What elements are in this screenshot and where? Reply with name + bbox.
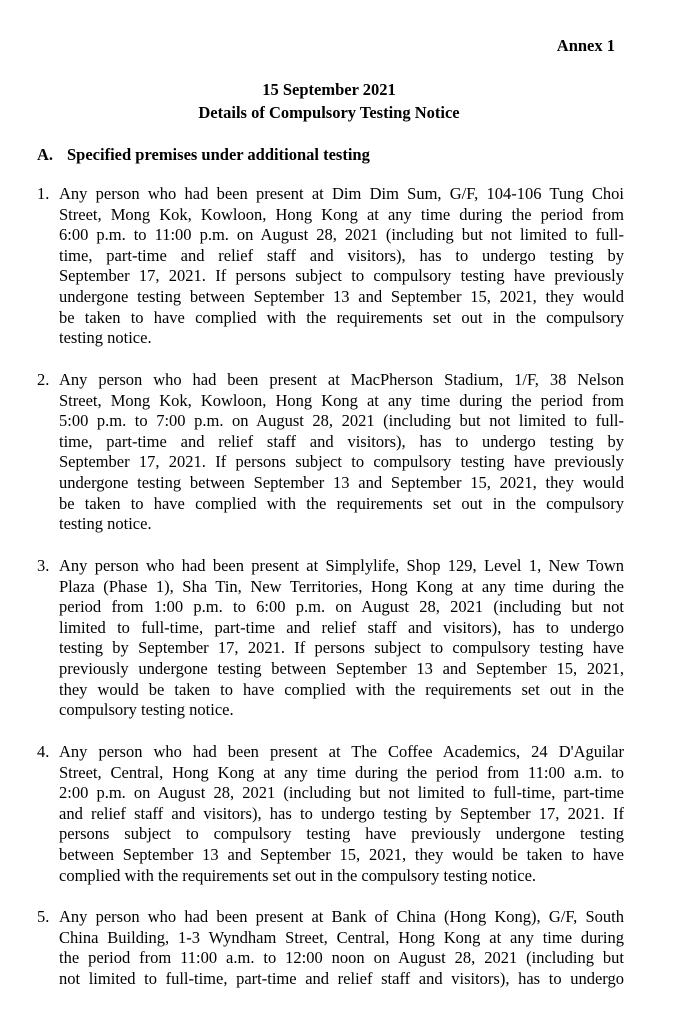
item-text [59,907,624,989]
item-line: 6:00 p.m. to 11:00 p.m. on August 28, 2021 (including but not limited to full- [59,225,624,245]
item-line: be taken to have complied with the requirements set out in the compulsory [59,493,624,513]
item-line: undergone testing between September 13 and September 15, 2021, they would [59,472,624,492]
item-line: Any person who had been present at Simplylife, Shop 129, Level 1, New Town [59,556,624,575]
item-line: they would be taken to have complied with the requirements set out in the [59,679,624,699]
item-text [59,556,624,721]
item-line: Any person who had been present at Dim Dim Sum, G/F, 104-106 Tung Choi [59,184,624,203]
list-item [37,370,624,535]
item-line: Street, Mong Kok, Kowloon, Hong Kong at any time during the period from [59,390,624,410]
item-number: 1. [37,184,50,203]
item-line: persons subject to compulsory testing have previously undergone testing [59,824,624,844]
item-line: compulsory testing notice. [59,700,234,720]
item-number: 4. [37,742,50,761]
item-line: and relief staff and visitors), has to undergo testing by September 17, 2021. If [59,803,624,823]
item-line: China Building, 1-3 Wyndham Street, Central, Hong Kong at any time during [59,927,624,947]
item-line: September 17, 2021. If persons subject to compulsory testing have previously [59,266,624,286]
list-item [37,742,624,886]
item-text [59,370,624,535]
item-line: Street, Central, Hong Kong at any time during the period from 11:00 a.m. to [59,762,624,782]
item-line: 5:00 p.m. to 7:00 p.m. on August 28, 2021 (including but not limited to full- [59,411,624,431]
item-number: 5. [37,907,50,926]
item-line: between September 13 and September 15, 2021, they would be taken to have [59,844,624,864]
item-line: undergone testing between September 13 and September 15, 2021, they would [59,286,624,306]
item-line: testing notice. [59,328,152,348]
item-line: period from 1:00 p.m. to 6:00 p.m. on August 28, 2021 (including but not [59,597,624,617]
item-text [59,742,624,886]
item-line: Any person who had been present at The Coffee Academics, 24 D'Aguilar [59,742,624,761]
item-line: be taken to have complied with the requirements set out in the compulsory [59,307,624,327]
item-line: limited to full-time, part-time and relief staff and visitors), has to undergo [59,617,624,637]
list-item [37,184,624,349]
list-item [37,556,624,721]
item-line: not limited to full-time, part-time and relief staff and visitors), has to undergo [59,968,624,988]
section-letter: A. [37,145,54,164]
item-line: 2:00 p.m. on August 28, 2021 (including but not limited to full-time, part-time [59,783,624,803]
section-heading-text: Specified premises under additional testing [67,145,370,164]
annex-label: Annex 1 [556,36,615,55]
item-line: complied with the requirements set out in the compulsory testing notice. [59,865,537,885]
item-number: 3. [37,556,50,575]
item-line: previously undergone testing between September 13 and September 15, 2021, [59,658,624,678]
document-title: Details of Compulsory Testing Notice [198,103,460,122]
item-line: time, part-time and relief staff and visitors), has to undergo testing by [59,431,624,451]
section-heading [37,145,370,165]
item-line: Any person who had been present at MacPherson Stadium, 1/F, 38 Nelson [59,370,624,389]
list-item [37,907,624,989]
item-number: 2. [37,370,50,389]
item-line: Street, Mong Kok, Kowloon, Hong Kong at any time during the period from [59,204,624,224]
item-line: time, part-time and relief staff and visitors), has to undergo testing by [59,245,624,265]
item-line: September 17, 2021. If persons subject to compulsory testing have previously [59,452,624,472]
item-line: Any person who had been present at Bank of China (Hong Kong), G/F, South [59,907,624,926]
document-date: 15 September 2021 [262,80,396,99]
item-line: testing notice. [59,514,152,534]
item-line: testing by September 17, 2021. If persons subject to compulsory testing have [59,638,624,658]
item-text [59,184,624,349]
item-line: the period from 11:00 a.m. to 12:00 noon on August 28, 2021 (including but [59,948,624,968]
item-line: Plaza (Phase 1), Sha Tin, New Territories, Hong Kong at any time during the [59,576,624,596]
